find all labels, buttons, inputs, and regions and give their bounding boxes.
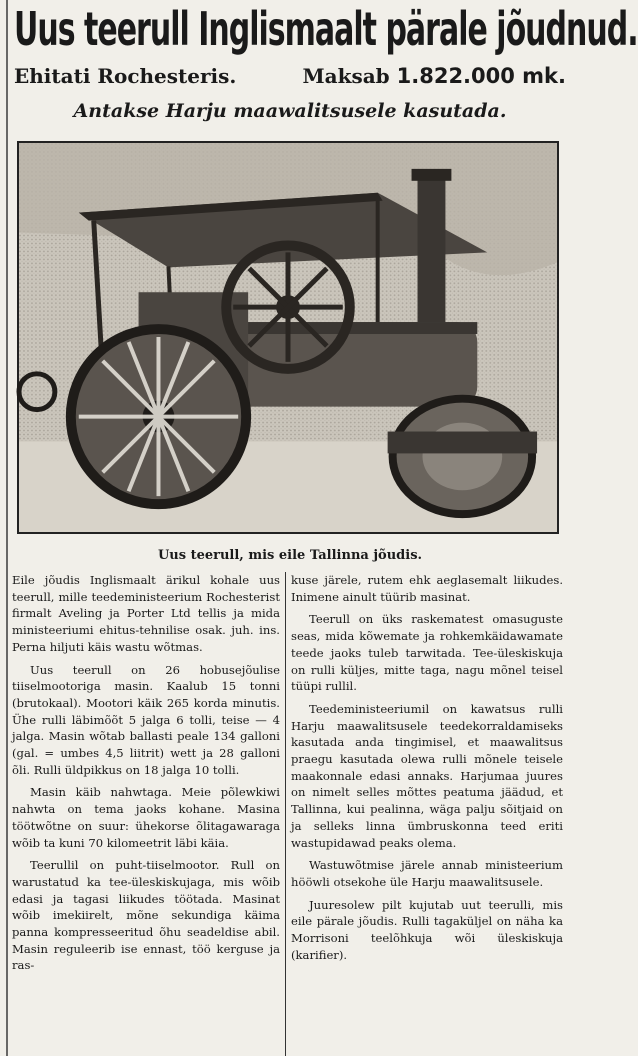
paragraph: Uus teerull on 26 hobusejõulise tiiselmootoriga masin. Kaalub 15 tonni (brutokaal). Mootori käik 265 korda minutis. Ühe rulli läbimõõt 5 jalga 6 tolli, teise — 4 jalga. Masin wõtab ballasti peale 134 galloni (gal. = umbes 4,5 liitrit) wett ja 28 galloni õli. Rulli üldpikkus on 18 jalga 10 tolli. (12, 662, 280, 777)
subheadline-price (302, 64, 566, 88)
right-column (291, 572, 563, 1056)
paragraph: Teedeministeeriumil on kawatsus rulli Harju maawalitsusele teedekorraldamiseks kasutada anda tingimisel, et maawalitsus praegu kasutada olewa rulli mõnele teisele maakonnale edasi annaks. Harjumaa juures on nimelt selles mõttes peatuma jäädud, et Tallinna, kui pealinna, wäga palju sõitjaid on ja selleks linna ümbruskonna teed eriti wastupidawad peaks olema. (291, 701, 563, 850)
left-column (12, 572, 280, 1056)
price-label: Maksab (302, 64, 390, 88)
subheadline (14, 64, 566, 88)
photo-caption: Uus teerull, mis eile Tallinna jõudis. (157, 548, 423, 563)
paragraph: Masin käib nahwtaga. Meie põlewkiwi nahwta on tema jaoks kohane. Masina töötwõtne on suur: ühekorse õlitagawaraga wõib ta kuni 70 kilomeetrit läbi käia. (12, 785, 280, 850)
paragraph: Teerullil on puht-tiiselmootor. Rull on warustatud ka tee-üleskiskujaga, mis wõib edasi ja tagasi liikudes töötada. Masinat wõib imekiirelt, mõne sekundiga käima panna kompresseeritud õhu seadeldise abil. Masin reguleerib ise ennast, töö kerguse ja ras- (12, 858, 280, 973)
column-rule (6, 0, 8, 1056)
subheadline-left: Ehitati Rochesteris. (14, 64, 237, 88)
headline: Uus teerull Inglismaalt pärale jõudnud. (14, 3, 638, 58)
paragraph: Teerull on üks raskematest omasuguste seas, mida kõwemate ja rohkemkäidawamate teede jaoks tuleb tarwitada. Tee-üleskiskuja on rulli küljes, mitte taga, nagu mõnel teisel tüüpi rullil. (291, 612, 563, 694)
paragraph: Juuresolew pilt kujutab uut teerulli, mis eile pärale jõudis. Rulli tagaküljel on näha ka Morrisoni teelõhkuja wõi üleskiskuja (karifier). (291, 897, 563, 962)
column-divider (285, 572, 286, 1056)
paragraph: Wastuwõtmise järele annab ministeerium hööwli otsekohe üle Harju maawalitsusele. (291, 858, 563, 889)
subheadline-second: Antakse Harju maawalitsusele kasutada. (73, 100, 507, 122)
paragraph: kuse järele, rutem ehk aeglasemalt liikudes. Inimene ainult tüürib masinat. (291, 573, 563, 604)
paragraph: Eile jõudis Inglismaalt ärikul kohale uus teerull, mille teedeministeerium Rochesterist firmalt Aveling ja Porter Ltd tellis ja mida ministeeriumi ehitus-tehnilise osak. juh. ins. Perna hiljuti käis wastu wõtmas. (12, 573, 280, 654)
price-amount: 1.822.000 mk. (396, 64, 566, 88)
steamroller-photo (17, 141, 559, 534)
